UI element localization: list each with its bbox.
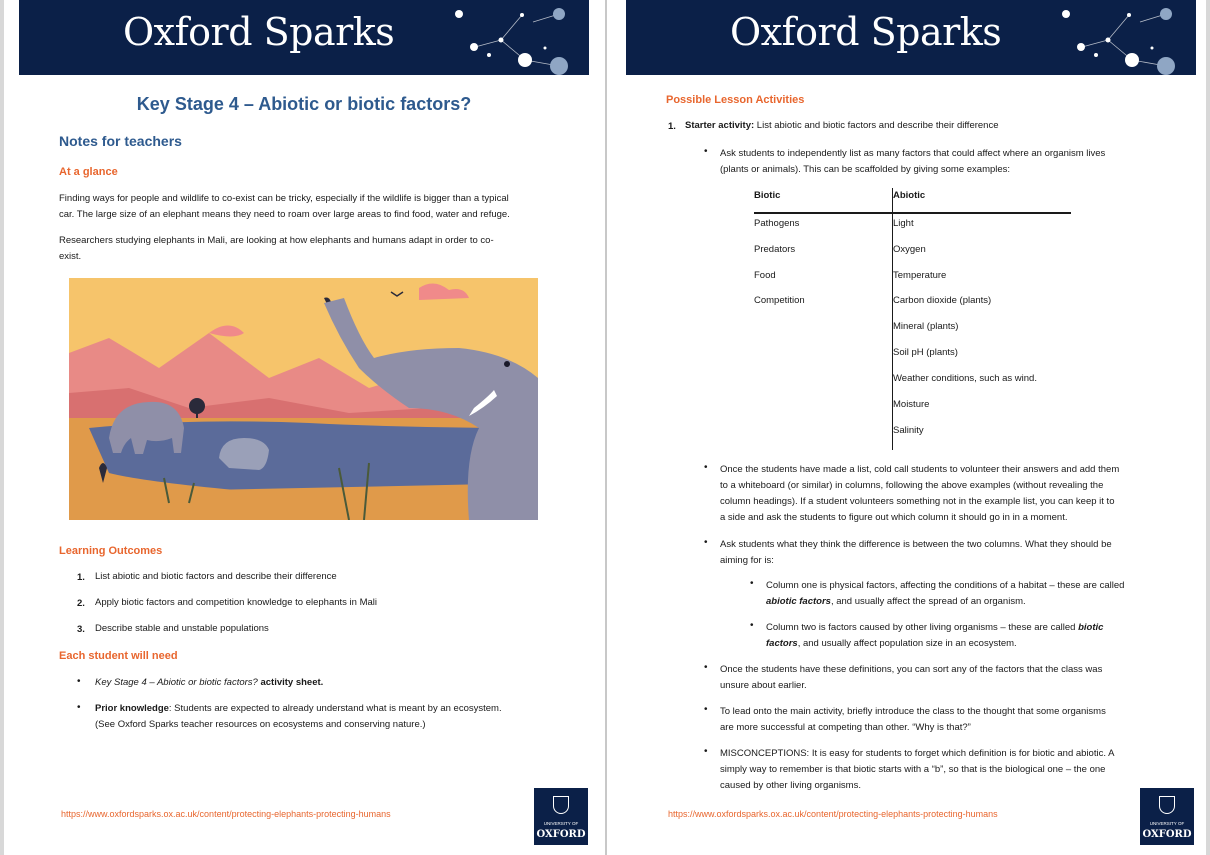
bullet-4-line-1: Once the students have these definitions, you can sort any of the factors that the class was [720,664,1103,675]
bullet-icon: • [750,578,754,589]
bullet-icon: • [704,662,708,673]
table-cell-abiotic: Soil pH (plants) [893,347,958,358]
misconceptions-line-1: MISCONCEPTIONS: It is easy for students to forget which definition is for biotic and abiotic. A [720,748,1115,759]
table-cell-biotic: Predators [754,244,796,255]
student-need-item-1 [95,675,323,691]
starter-text: List abiotic and biotic factors and describe their difference [754,120,999,131]
header-banner [19,0,589,75]
student-need-item-2 [95,701,502,717]
prior-knowledge-label: Prior knowledge [95,703,169,714]
factors-term: factors [766,638,798,649]
misconceptions-line-2: simply way to remember is that biotic starts with a “b”, so that is the biological one – the one [720,764,1106,775]
bullet-icon: • [77,676,81,687]
sub-bullet-2-rest: , and usually affect population size in an ecosystem. [797,638,1017,649]
elephant-illustration [69,278,538,520]
table-cell-abiotic: Temperature [893,270,947,281]
table-cell-abiotic: Salinity [893,425,924,436]
bullet-icon: • [704,704,708,715]
table-header-abiotic: Abiotic [893,190,926,201]
table-cell-abiotic: Weather conditions, such as wind. [893,373,1037,384]
oxford-logo [534,788,588,845]
crest-icon [1159,796,1175,814]
outcome-item-3: Describe stable and unstable populations [95,623,269,634]
table-cell-biotic: Competition [754,295,805,306]
research-paragraph-line-1: Researchers studying elephants in Mali, are looking at how elephants and humans adapt in order to co- [59,235,494,246]
prior-knowledge-note: (See Oxford Sparks teacher resources on ecosystems and conserving nature.) [95,719,426,730]
table-header-biotic: Biotic [754,190,781,201]
table-cell-abiotic: Oxygen [893,244,926,255]
lesson-activities-heading: Possible Lesson Activities [666,94,805,106]
biotic-term: biotic [1078,622,1104,633]
constellation-icon [429,0,589,75]
header-banner [626,0,1196,75]
page-1 [19,0,589,855]
table-cell-biotic: Pathogens [754,218,800,229]
prior-knowledge-text: : Students are expected to already understand what is meant by an ecosystem. [168,703,502,714]
intro-paragraph-line-2: car. The large size of an elephant means they need to roam over large areas to find food, water and refuge. [59,209,510,220]
page-gutter-right [1206,0,1210,855]
table-cell-biotic: Food [754,270,776,281]
bullet-icon: • [704,537,708,548]
page-title: Key Stage 4 – Abiotic or biotic factors? [136,94,472,114]
banner-title: Oxford Sparks [123,10,395,54]
sub-bullet-1-rest: , and usually affect the spread of an organism. [830,596,1026,607]
page-gutter-left [0,0,4,855]
bullet-3-line-2: aiming for is: [720,555,774,566]
constellation-icon [1036,0,1196,75]
sub-bullet-2-line-1 [766,620,1103,636]
logo-oxford: OXFORD [1142,829,1192,840]
notes-heading: Notes for teachers [59,133,182,149]
table-cell-abiotic: Moisture [893,399,930,410]
bullet-icon: • [704,746,708,757]
bullet-1-line-1: Ask students to independently list as many factors that could affect where an organism lives [720,148,1106,159]
bullet-icon: • [704,146,708,157]
footer-link[interactable]: https://www.oxfordsparks.ox.ac.uk/content/protecting-elephants-protecting-humans [61,809,391,819]
table-cell-abiotic: Mineral (plants) [893,321,959,332]
bullet-icon: • [77,702,81,713]
logo-oxford: OXFORD [536,829,586,840]
bullet-1-line-2: (plants or animals). This can be scaffolded by giving some examples: [720,164,1011,175]
abiotic-factors-term: abiotic factors [766,596,831,607]
outcome-item-2: Apply biotic factors and competition knowledge to elephants in Mali [95,597,377,608]
logo-university-of: UNIVERSITY OF [543,821,579,826]
bullet-icon: • [704,462,708,473]
intro-paragraph-line-1: Finding ways for people and wildlife to co-exist can be tricky, especially if the wildlife is bigger than a typical [59,193,509,204]
banner-title: Oxford Sparks [730,10,1002,54]
research-paragraph-line-2: exist. [59,251,82,262]
bullet-5-line-1: To lead onto the main activity, briefly introduce the class to the thought that some organisms [720,706,1106,717]
table-header-rule [754,212,1071,214]
each-student-heading: Each student will need [59,650,178,662]
outcome-number-3: 3. [77,624,85,635]
sub-bullet-1-line-1: Column one is physical factors, affecting the conditions of a habitat – these are called [766,580,1125,591]
bullet-2-line-1: Once the students have made a list, cold call students to volunteer their answers and add them [720,464,1120,475]
page-divider [605,0,607,855]
table-cell-abiotic: Light [893,218,914,229]
starter-label: Starter activity: [685,120,755,131]
bullet-4-line-2: unsure about earlier. [720,680,807,691]
oxford-logo [1140,788,1194,845]
crest-icon [553,796,569,814]
outcome-item-1: List abiotic and biotic factors and describe their difference [95,571,337,582]
at-a-glance-heading: At a glance [59,166,118,178]
bullet-2-line-4: a side and ask the students to figure out which column it should go in in a moment. [720,512,1068,523]
logo-university-of: UNIVERSITY OF [1149,821,1185,826]
bullet-2-line-2: to a whiteboard (or similar) in columns, following the above examples (without revealing the [720,480,1104,491]
activity-sheet-label: activity sheet. [257,677,324,688]
footer-link[interactable]: https://www.oxfordsparks.ox.ac.uk/content/protecting-elephants-protecting-humans [668,809,998,819]
bullet-5-line-2: are more successful at competing than other. “Why is that?” [720,722,971,733]
starter-number: 1. [668,121,676,132]
learning-outcomes-heading: Learning Outcomes [59,545,163,557]
page-2 [626,0,1196,855]
table-cell-abiotic: Carbon dioxide (plants) [893,295,992,306]
starter-activity [685,118,999,134]
sub-bullet-1-line-2 [766,594,1026,610]
misconceptions-line-3: caused by other living organisms. [720,780,861,791]
bullet-3-line-1: Ask students what they think the difference is between the two columns. What they should be [720,539,1112,550]
sub-bullet-2-text: Column two is factors caused by other living organisms – these are called [766,622,1079,633]
outcome-number-2: 2. [77,598,85,609]
outcome-number-1: 1. [77,572,85,583]
bullet-2-line-3: column headings). If a student volunteers something not in the example list, you can keep it to [720,496,1115,507]
activity-sheet-title: Key Stage 4 – Abiotic or biotic factors? [95,677,258,688]
sub-bullet-2-line-2 [766,636,1017,652]
bullet-icon: • [750,620,754,631]
